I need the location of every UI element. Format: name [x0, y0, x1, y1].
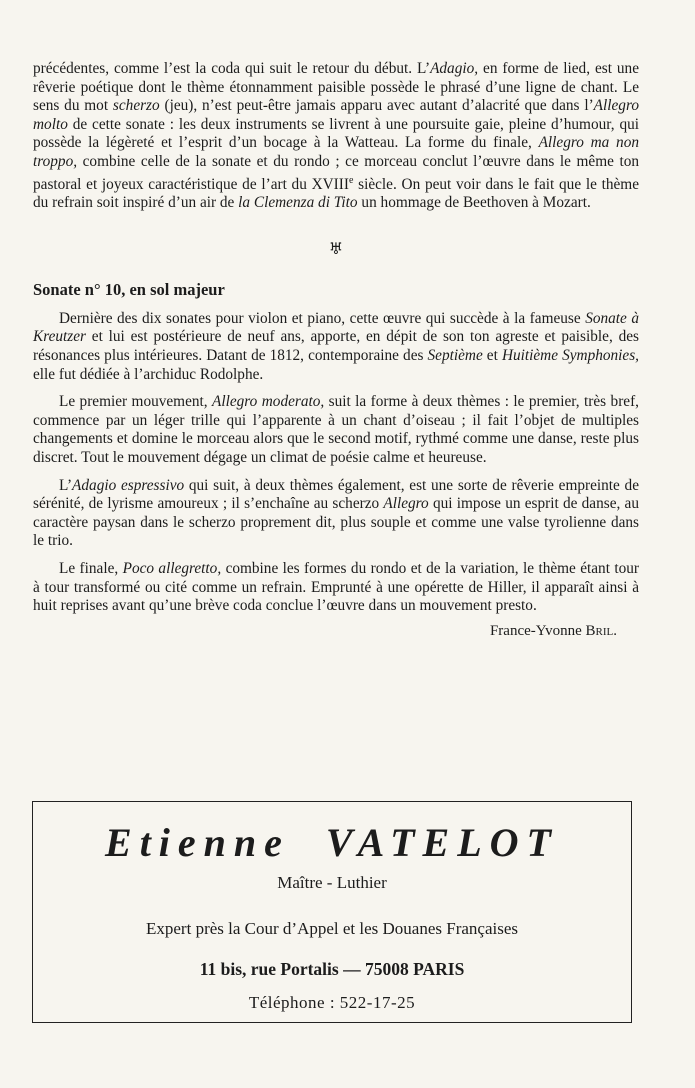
ad-title: Maître - Luthier — [277, 873, 387, 892]
italic-term: Poco allegretto, — [122, 559, 222, 577]
text: combine celle de la sonate et du rondo ; ce morceau conclut l’œuvre dans le même ton pastoral et joyeux caractéristique de l’art du XVIII — [33, 152, 639, 193]
paragraph-3 — [33, 477, 639, 551]
italic-term: la Clemenza di Tito — [238, 194, 358, 212]
intro-paragraph — [33, 60, 639, 213]
luthier-advertisement — [32, 801, 632, 1023]
ad-last-name: VATELOT — [325, 820, 559, 865]
text: qui impose un esprit de danse, au caractère paysan dans le scherzo proprement dit, plus souple et comme une valse tyrolienne dans le trio. — [33, 495, 639, 550]
italic-term: Allegro — [383, 495, 429, 513]
paragraph-4 — [33, 560, 639, 616]
text: elle fut dédiée à l’archiduc Rodolphe. — [33, 365, 264, 383]
text: en forme de lied, est une rêverie poétique dont le thème étonnamment paisible possède le phrasé d’une ligne de chant. Le sens du mot — [33, 60, 639, 115]
text: de cette sonate : les deux instruments se livrent à une poursuite gaie, pleine d’humour, qui possède la légèreté et l’esprit d’un bocage à la Watteau. La forme du finale, — [33, 115, 639, 152]
paragraph-2 — [33, 393, 639, 467]
author-signature — [33, 622, 639, 640]
superscript: e — [348, 174, 354, 186]
italic-term: Septième — [427, 347, 483, 365]
text: et lui est postérieure de neuf ans, apporte, en dépit de son ton agreste et paisible, des résonances plus intérieures. Datant de 1812, contemporaine des — [33, 328, 639, 365]
text: précédentes, comme l’est la coda qui suit le retour du début. L’ — [33, 60, 431, 77]
text: L’ — [59, 476, 73, 494]
italic-term: Adagio, — [430, 60, 479, 77]
italic-term: Huitième Symphonies, — [501, 347, 639, 365]
text: (jeu), n’est peut-être jamais apparu avec autant d’alacrité que dans l’ — [159, 97, 594, 115]
text: et — [482, 347, 502, 365]
italic-term: Sonate à Kreutzer — [33, 309, 639, 346]
text: Dernière des dix sonates pour violon et piano, cette œuvre qui succède à la fameuse — [59, 309, 586, 327]
text: suit la forme à deux thèmes : le premier, très bref, commence par un léger trille qui l’apparente à un chant d’oiseau ; il fait l’objet de multiples changements et domine le morceau alors que le second motif, rythmé comme une danse, reste plus discret. Tout le mouvement dégage un climat de poésie calme et heureuse. — [33, 393, 639, 466]
ad-phone: Téléphone : 522-17-25 — [248, 993, 416, 1012]
author-last-name: Bril. — [585, 622, 617, 639]
text: siècle. On peut voir dans le fait que le thème du refrain soit inspiré d’un air de — [33, 175, 639, 212]
italic-term: Allegro ma non troppo, — [33, 134, 640, 170]
section-heading: Sonate n° 10, en sol majeur — [33, 279, 225, 299]
italic-term: scherzo — [112, 97, 160, 115]
ad-address: 11 bis, rue Portalis — 75008 PARIS — [199, 959, 465, 979]
lyre-ornament-icon: ♅ — [328, 240, 344, 258]
italic-term: Adagio espressivo — [72, 476, 185, 494]
ad-brand-name — [33, 820, 631, 866]
page-body — [33, 60, 639, 640]
paragraph-1 — [33, 310, 639, 384]
text: Le finale, — [59, 559, 123, 577]
author-first-name: France-Yvonne — [489, 622, 586, 639]
text: Le premier mouvement, — [59, 393, 213, 411]
text: un hommage de Beethoven à Mozart. — [357, 194, 591, 212]
text: qui suit, à deux thèmes également, est une sorte de rêverie empreinte de sérénité, de lyrisme amoureux ; il s’enchaîne au scherzo — [33, 476, 639, 513]
ad-expert-line: Expert près la Cour d’Appel et les Douanes Françaises — [146, 919, 518, 938]
ad-first-name: Etienne — [105, 820, 290, 865]
italic-term: Allegro moderato, — [212, 393, 325, 411]
italic-term: Allegro molto — [33, 97, 639, 133]
text: combine les formes du rondo et de la variation, le thème étant tour à tour transformé ou cité comme un refrain. Emprunté à une opérette de Hiller, il apparaît ainsi à huit reprises avant qu’une brève coda conclue l’œuvre dans un mouvement presto. — [33, 559, 639, 615]
